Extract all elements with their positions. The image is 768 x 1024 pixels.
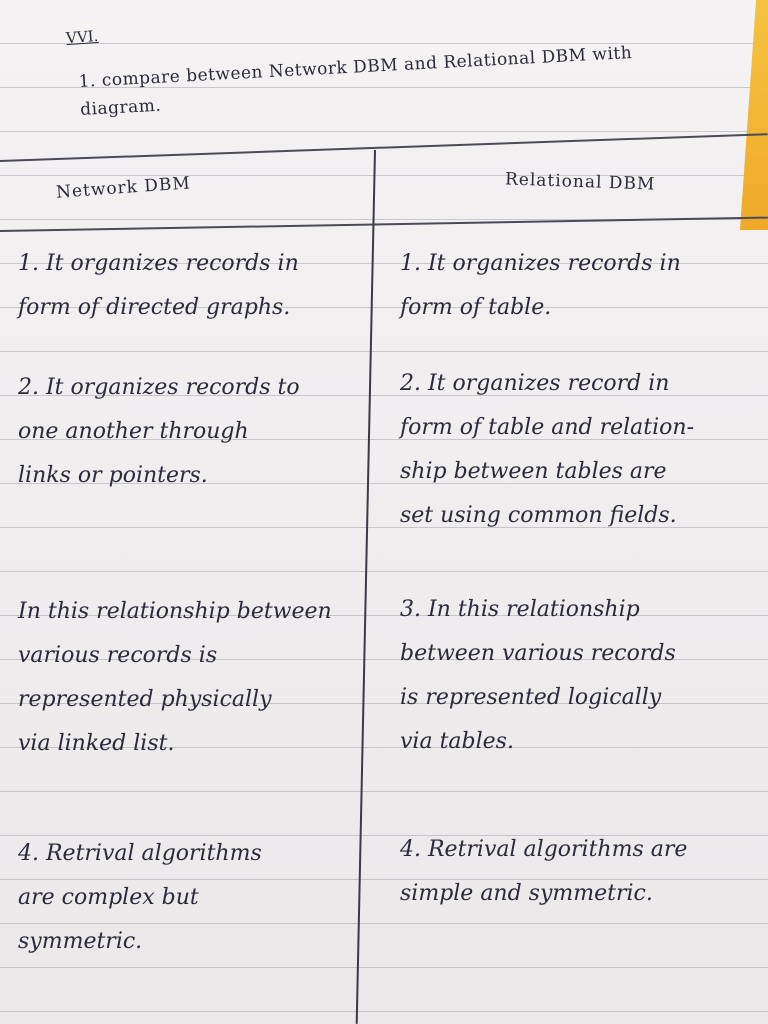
row-1-network: 1. It organizes records in form of directed graphs.	[18, 251, 299, 320]
importance-tag: VVI.	[65, 26, 99, 48]
table-header-line	[0, 217, 768, 232]
row-3-relational: 3. In this relationship between various records is represented logically via tables.	[400, 597, 676, 754]
table-top-line	[0, 133, 768, 162]
row-3-network: In this relationship between various records is represented physically via linked list.	[18, 599, 332, 756]
column-header-network: Network DBM	[55, 173, 192, 203]
row-2-relational: 2. It organizes record in form of table and relation- ship between tables are set using common fields.	[400, 371, 695, 528]
row-1-relational: 1. It organizes records in form of table.	[400, 251, 681, 320]
page-corner-decoration	[740, 0, 768, 230]
row-2-network: 2. It organizes records to one another through links or pointers.	[18, 375, 300, 488]
row-4-relational: 4. Retrival algorithms are simple and symmetric.	[400, 837, 688, 906]
question-text: 1. compare between Network DBM and Relational DBM with diagram.	[78, 42, 633, 120]
column-header-relational: Relational DBM	[504, 169, 656, 195]
row-4-network: 4. Retrival algorithms are complex but symmetric.	[18, 841, 262, 954]
